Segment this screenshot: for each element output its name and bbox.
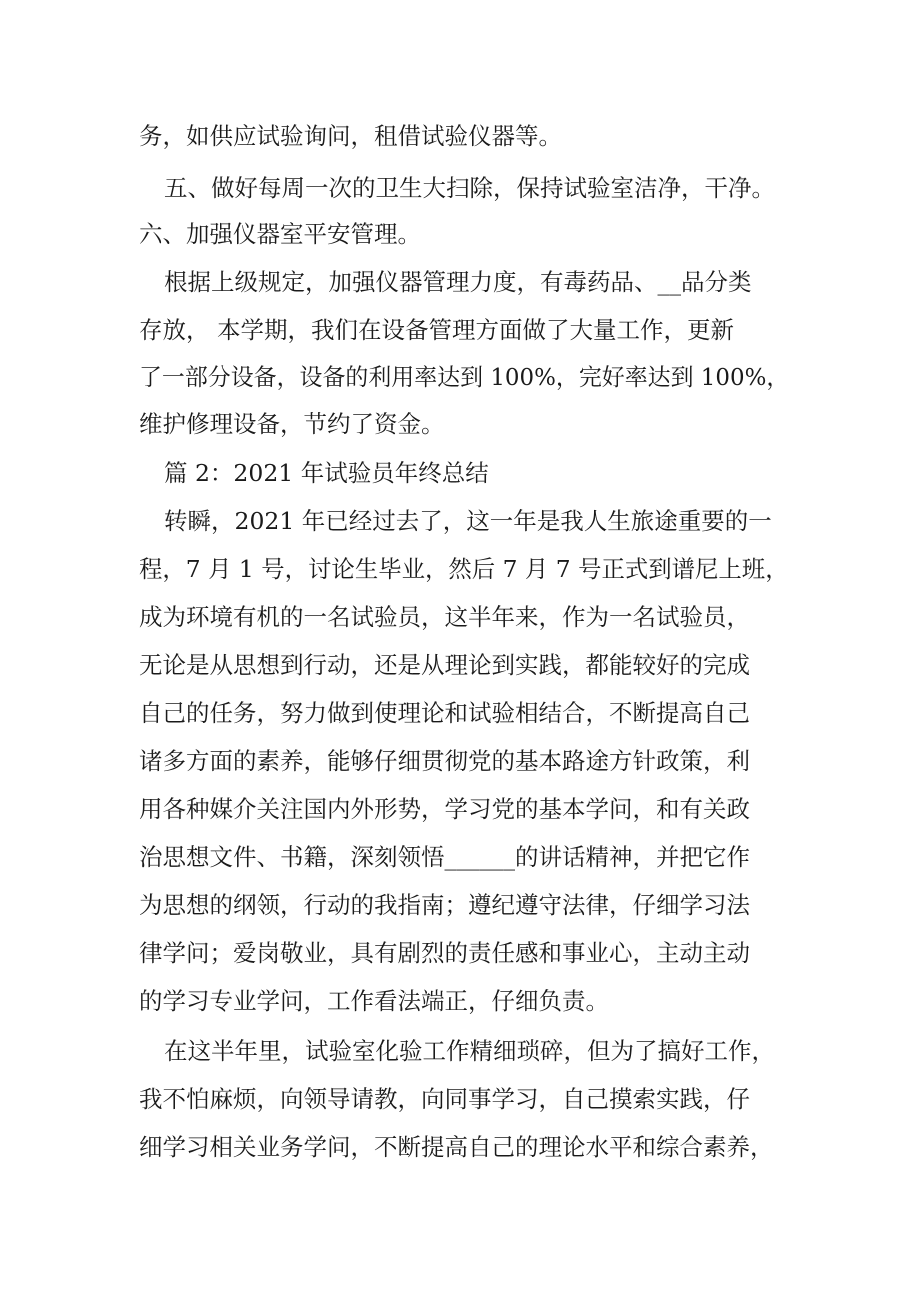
section-heading: 篇 2：2021 年试验员年终总结 bbox=[164, 459, 489, 487]
text-line: 诸多方面的素养，能够仔细贯彻党的基本路途方针政策，利 bbox=[139, 747, 750, 775]
text-line: 自己的任务，努力做到使理论和试验相结合，不断提高自己 bbox=[139, 699, 750, 727]
text-line: 存放， 本学期，我们在设备管理方面做了大量工作，更新 bbox=[139, 316, 734, 344]
text-line: 成为环境有机的一名试验员，这半年来，作为一名试验员， bbox=[139, 603, 750, 631]
text-line: 维护修理设备，节约了资金。 bbox=[139, 410, 445, 438]
text-line: 细学习相关业务学问，不断提高自己的理论水平和综合素养， bbox=[139, 1133, 774, 1161]
text-line: 转瞬，2021 年已经过去了，这一年是我人生旅途重要的一 bbox=[164, 507, 772, 535]
text-line: 为思想的纲领，行动的我指南；遵纪遵守法律，仔细学习法 bbox=[139, 891, 750, 919]
text-line: 的学习专业学问，工作看法端正，仔细负责。 bbox=[139, 987, 609, 1015]
text-line: 五、做好每周一次的卫生大扫除，保持试验室洁净，干净。 bbox=[164, 174, 775, 202]
text-line: 无论是从思想到行动，还是从理论到实践，都能较好的完成 bbox=[139, 651, 750, 679]
text-line: 我不怕麻烦，向领导请教，向同事学习，自己摸索实践，仔 bbox=[139, 1085, 750, 1113]
text-line: 六、加强仪器室平安管理。 bbox=[139, 220, 421, 248]
text-line: 律学问；爱岗敬业，具有剧烈的责任感和事业心，主动主动 bbox=[139, 939, 750, 967]
text-line: 了一部分设备，设备的利用率达到 100%，完好率达到 100%， bbox=[139, 363, 790, 391]
text-line: 务，如供应试验询问，租借试验仪器等。 bbox=[139, 122, 562, 150]
text-line: 用各种媒介关注国内外形势，学习党的基本学问，和有关政 bbox=[139, 795, 750, 823]
text-line: 程，7 月 1 号，讨论生毕业，然后 7 月 7 号正式到谱尼上班， bbox=[139, 555, 789, 583]
text-line: 根据上级规定，加强仪器管理力度，有毒药品、__品分类 bbox=[164, 268, 752, 296]
text-line: 在这半年里，试验室化验工作精细琐碎，但为了搞好工作， bbox=[164, 1037, 775, 1065]
text-line: 治思想文件、书籍，深刻领悟______的讲话精神，并把它作 bbox=[139, 843, 750, 871]
